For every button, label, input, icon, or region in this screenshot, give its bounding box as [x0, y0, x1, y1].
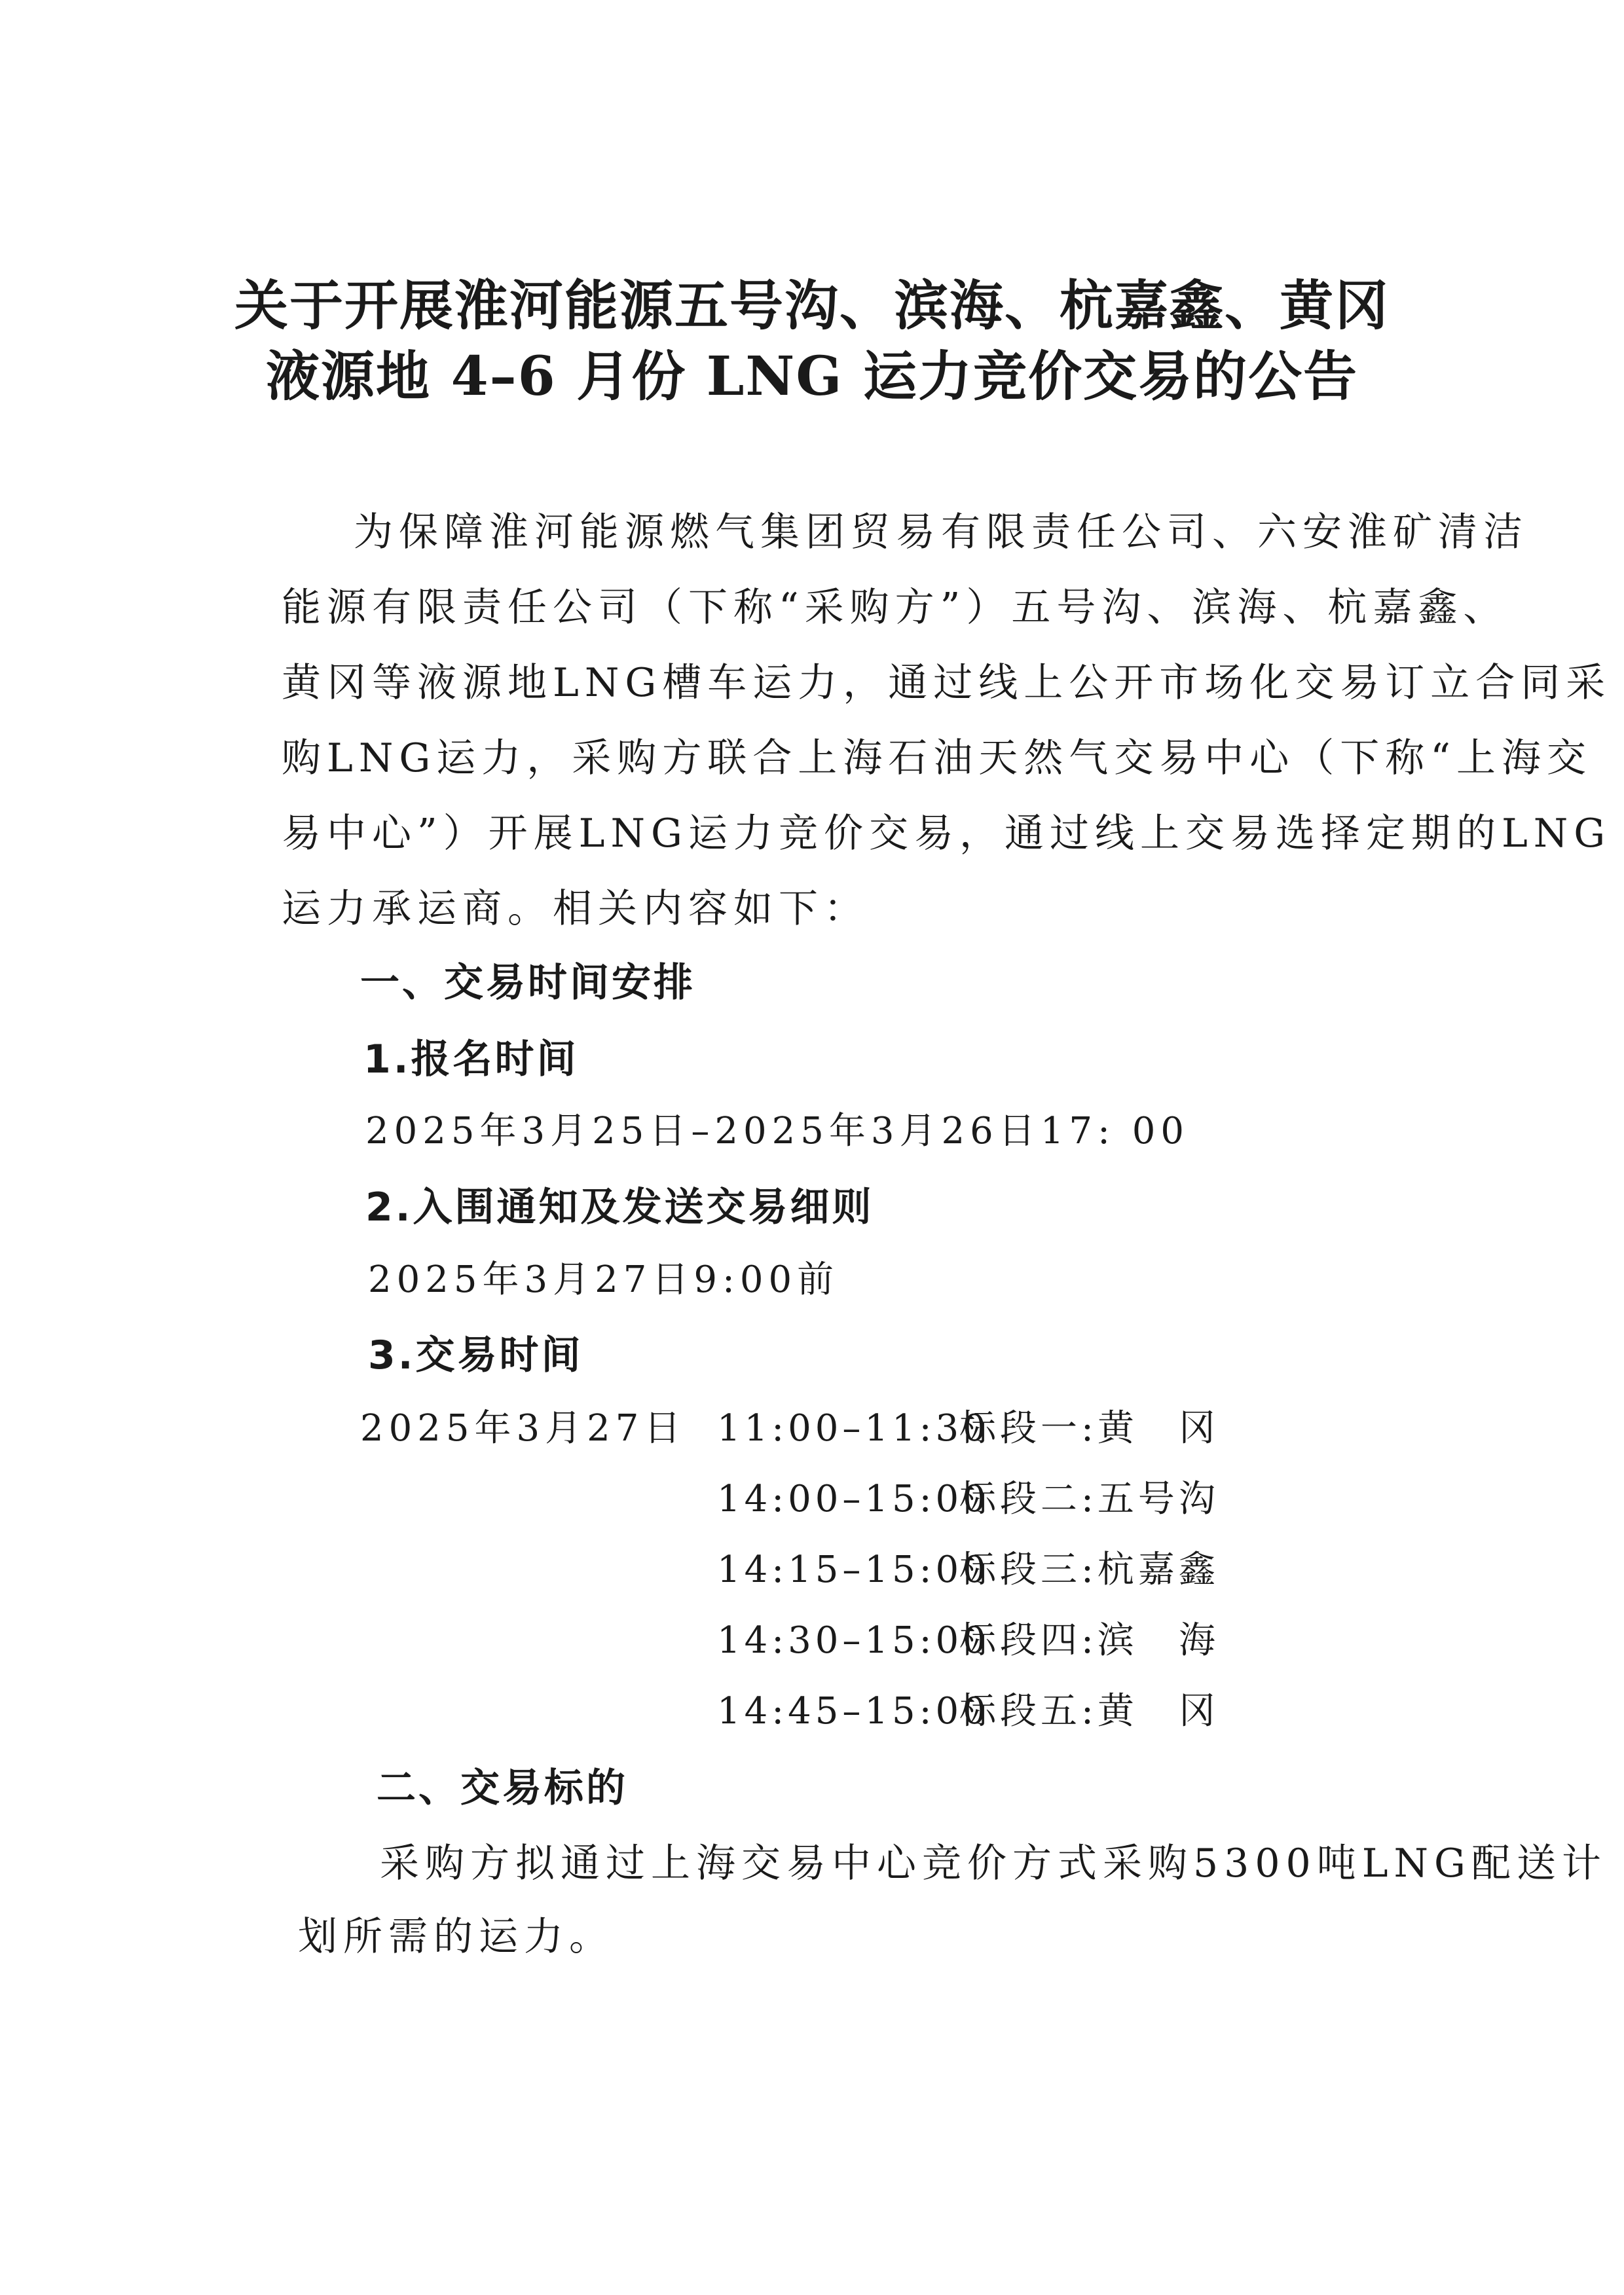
schedule-row [717, 1399, 1219, 1452]
notice-heading: 2.入围通知及发送交易细则 [365, 1184, 874, 1230]
intro-line-6: 运力承运商。相关内容如下： [282, 886, 869, 932]
schedule-time: 14:15–15:00 [717, 1549, 990, 1591]
section-2-line-1: 采购方拟通过上海交易中心竞价方式采购5300吨LNG配送计 [380, 1841, 1607, 1886]
intro-line-4: 购LNG运力，采购方联合上海石油天然气交易中心（下称“上海交 [282, 735, 1592, 781]
schedule-row [717, 1470, 1219, 1522]
section-2-heading: 二、交易标的 [377, 1765, 628, 1811]
schedule-time: 14:30–15:00 [717, 1619, 990, 1662]
intro-line-3: 黄冈等液源地LNG槽车运力，通过线上公开市场化交易订立合同采 [282, 660, 1612, 706]
schedule-row [717, 1541, 1219, 1593]
intro-line-1: 为保障淮河能源燃气集团贸易有限责任公司、六安淮矿清洁 [354, 509, 1528, 555]
schedule-time: 14:45–15:00 [717, 1690, 990, 1733]
schedule-segment: 标段二:五号沟 [959, 1478, 1219, 1520]
schedule-segment: 标段四:滨 海 [959, 1619, 1219, 1662]
notice-time: 2025年3月27日9:00前 [368, 1258, 840, 1301]
document-title-line-2: 液源地 4–6 月份 LNG 运力竞价交易的公告 [266, 345, 1358, 408]
schedule-segment: 标段三:杭嘉鑫 [959, 1549, 1219, 1591]
trading-heading: 3.交易时间 [368, 1332, 583, 1378]
intro-line-5: 易中心”）开展LNG运力竞价交易，通过线上交易选择定期的LNG [282, 811, 1612, 856]
schedule-time: 11:00–11:30 [717, 1407, 990, 1450]
intro-line-2: 能源有限责任公司（下称“采购方”）五号沟、滨海、杭嘉鑫、 [282, 585, 1509, 631]
section-2-line-2: 划所需的运力。 [298, 1914, 614, 1960]
schedule-time: 14:00–15:00 [717, 1478, 990, 1520]
schedule-row [717, 1682, 1219, 1735]
document-title-line-1: 关于开展淮河能源五号沟、滨海、杭嘉鑫、黄冈 [234, 274, 1390, 337]
section-1-heading: 一、交易时间安排 [360, 960, 695, 1006]
registration-heading: 1.报名时间 [363, 1037, 579, 1082]
schedule-segment: 标段一:黄 冈 [959, 1407, 1219, 1450]
schedule-row [717, 1611, 1219, 1664]
schedule-segment: 标段五:黄 冈 [959, 1690, 1219, 1733]
registration-time: 2025年3月25日–2025年3月26日17: 00 [365, 1110, 1189, 1152]
trading-date: 2025年3月27日 [360, 1407, 686, 1450]
